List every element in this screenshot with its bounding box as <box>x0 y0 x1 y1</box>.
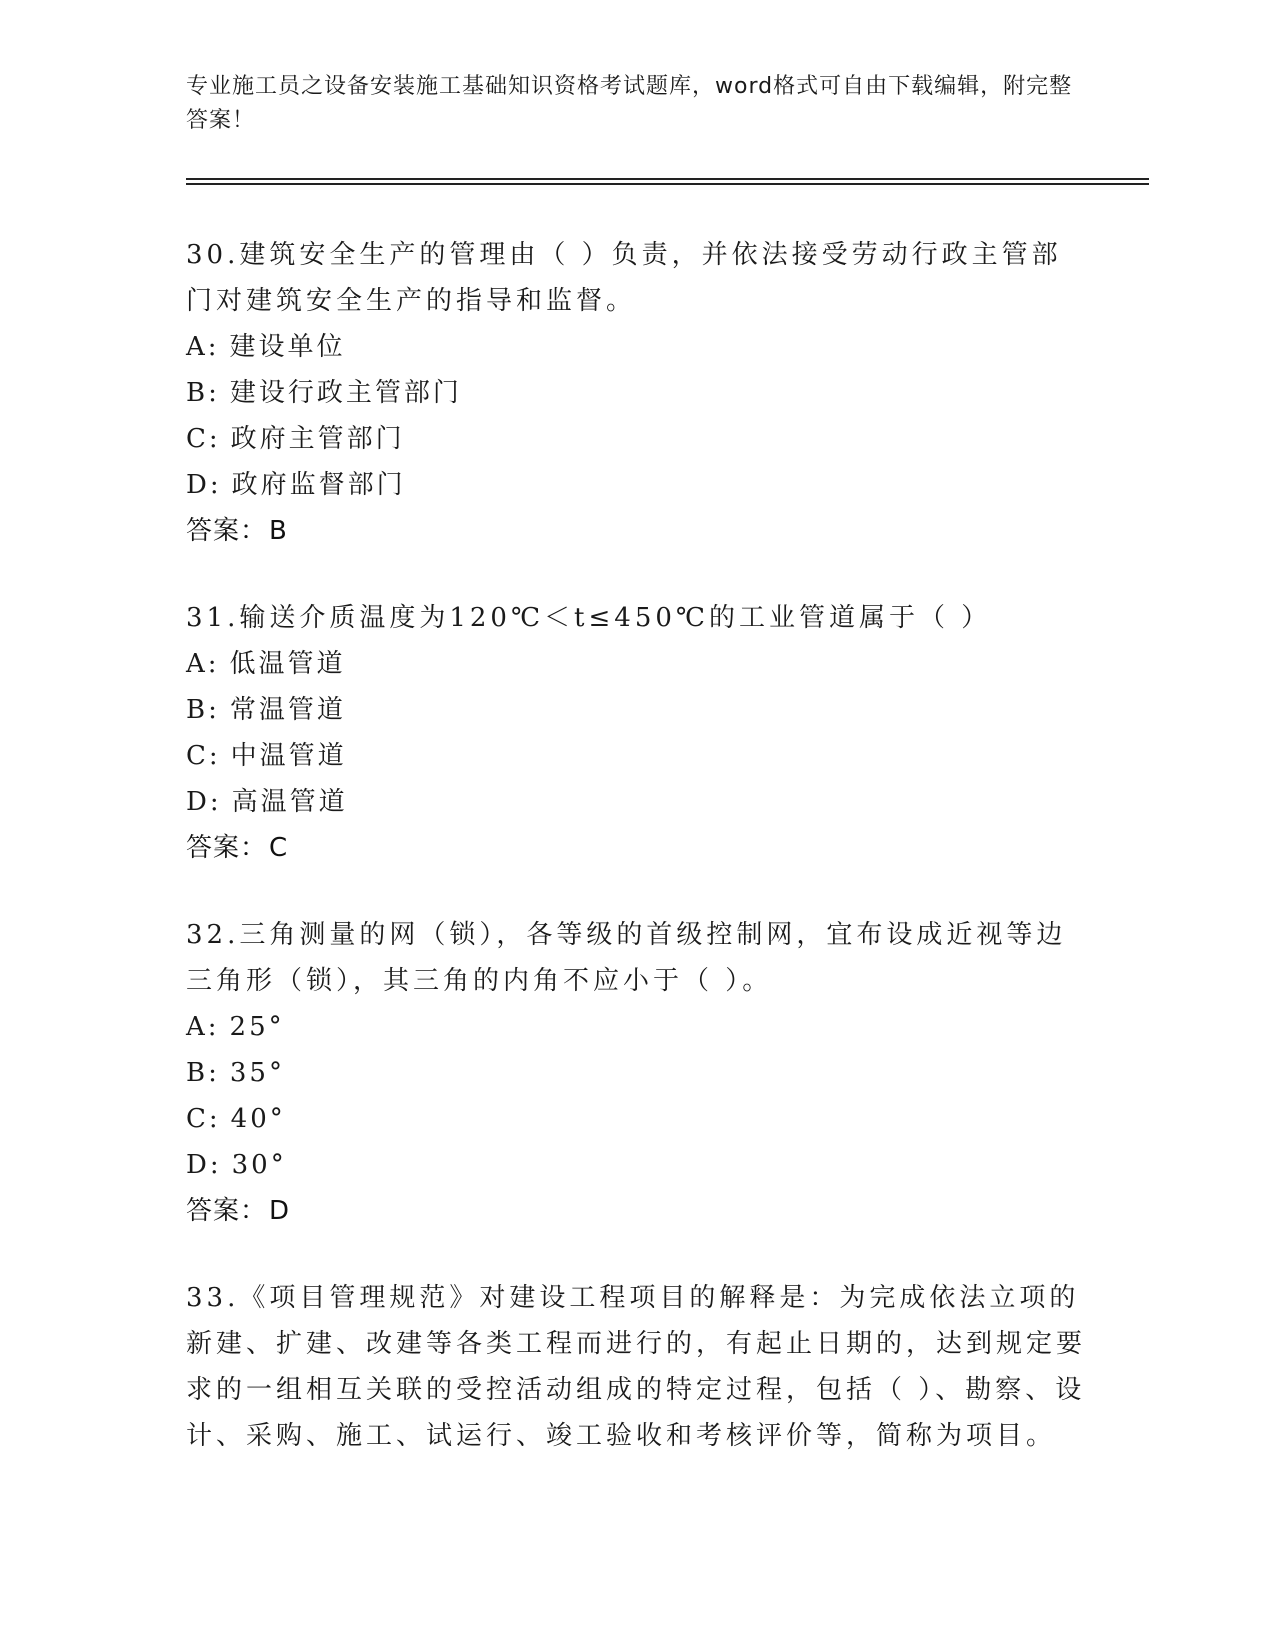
option-b <box>186 687 1086 733</box>
option-text: 低温管道 <box>229 649 346 679</box>
option-letter: A: <box>186 649 220 679</box>
question-stem: 32.三角测量的网（锁），各等级的首级控制网，宜布设成近视等边三角形（锁），其三角的内角不应小于（ ）。 <box>186 920 1067 996</box>
option-text: 建设行政主管部门 <box>229 378 462 408</box>
option-d <box>186 779 1086 825</box>
option-letter: A: <box>186 1012 220 1042</box>
answer-value: B <box>269 516 288 546</box>
option-letter: C: <box>186 1104 221 1134</box>
option-text: 40° <box>230 1104 286 1134</box>
answer-line <box>186 825 1086 871</box>
option-text: 政府监督部门 <box>231 470 406 500</box>
option-d <box>186 1142 1086 1188</box>
answer-line <box>186 508 1086 554</box>
question-stem: 33.《项目管理规范》对建设工程项目的解释是：为完成依法立项的新建、扩建、改建等各类工程而进行的，有起止日期的，达到规定要求的一组相互关联的受控活动组成的特定过程，包括（ ）、勘察、设计、采购、施工、试运行、竣工验收和考核评价等，简称为项目。 <box>186 1283 1087 1451</box>
question-31 <box>186 595 1086 871</box>
option-a <box>186 324 1086 370</box>
option-text: 常温管道 <box>229 695 346 725</box>
option-text: 25° <box>229 1012 285 1042</box>
question-stem: 30.建筑安全生产的管理由（ ）负责，并依法接受劳动行政主管部门对建筑安全生产的指导和监督。 <box>186 240 1062 316</box>
answer-line <box>186 1188 1086 1234</box>
question-30 <box>186 232 1086 554</box>
option-letter: D: <box>186 470 222 500</box>
answer-label: 答案： <box>186 833 268 863</box>
option-letter: A: <box>186 332 220 362</box>
option-b <box>186 1050 1086 1096</box>
option-b <box>186 370 1086 416</box>
document-header: 专业施工员之设备安装施工基础知识资格考试题库，word格式可自由下载编辑，附完整答案！ <box>186 74 1073 133</box>
option-text: 政府主管部门 <box>230 424 405 454</box>
option-letter: B: <box>186 378 220 408</box>
option-letter: D: <box>186 787 222 817</box>
option-text: 中温管道 <box>230 741 347 771</box>
option-c <box>186 733 1086 779</box>
option-text: 35° <box>229 1058 285 1088</box>
option-letter: C: <box>186 741 221 771</box>
question-32 <box>186 912 1086 1234</box>
option-letter: D: <box>186 1150 222 1180</box>
option-d <box>186 462 1086 508</box>
answer-label: 答案： <box>186 1196 268 1226</box>
answer-value: C <box>269 833 289 863</box>
question-stem: 31.输送介质温度为120℃＜t≤450℃的工业管道属于（ ） <box>186 603 992 633</box>
option-a <box>186 1004 1086 1050</box>
header-divider-bottom <box>186 183 1149 185</box>
option-text: 30° <box>231 1150 287 1180</box>
option-c <box>186 416 1086 462</box>
option-c <box>186 1096 1086 1142</box>
option-text: 高温管道 <box>231 787 348 817</box>
header-divider-top <box>186 178 1149 180</box>
option-text: 建设单位 <box>229 332 346 362</box>
option-letter: C: <box>186 424 221 454</box>
option-a <box>186 641 1086 687</box>
option-letter: B: <box>186 1058 220 1088</box>
answer-value: D <box>269 1196 291 1226</box>
question-33 <box>186 1275 1086 1459</box>
answer-label: 答案： <box>186 516 268 546</box>
option-letter: B: <box>186 695 220 725</box>
